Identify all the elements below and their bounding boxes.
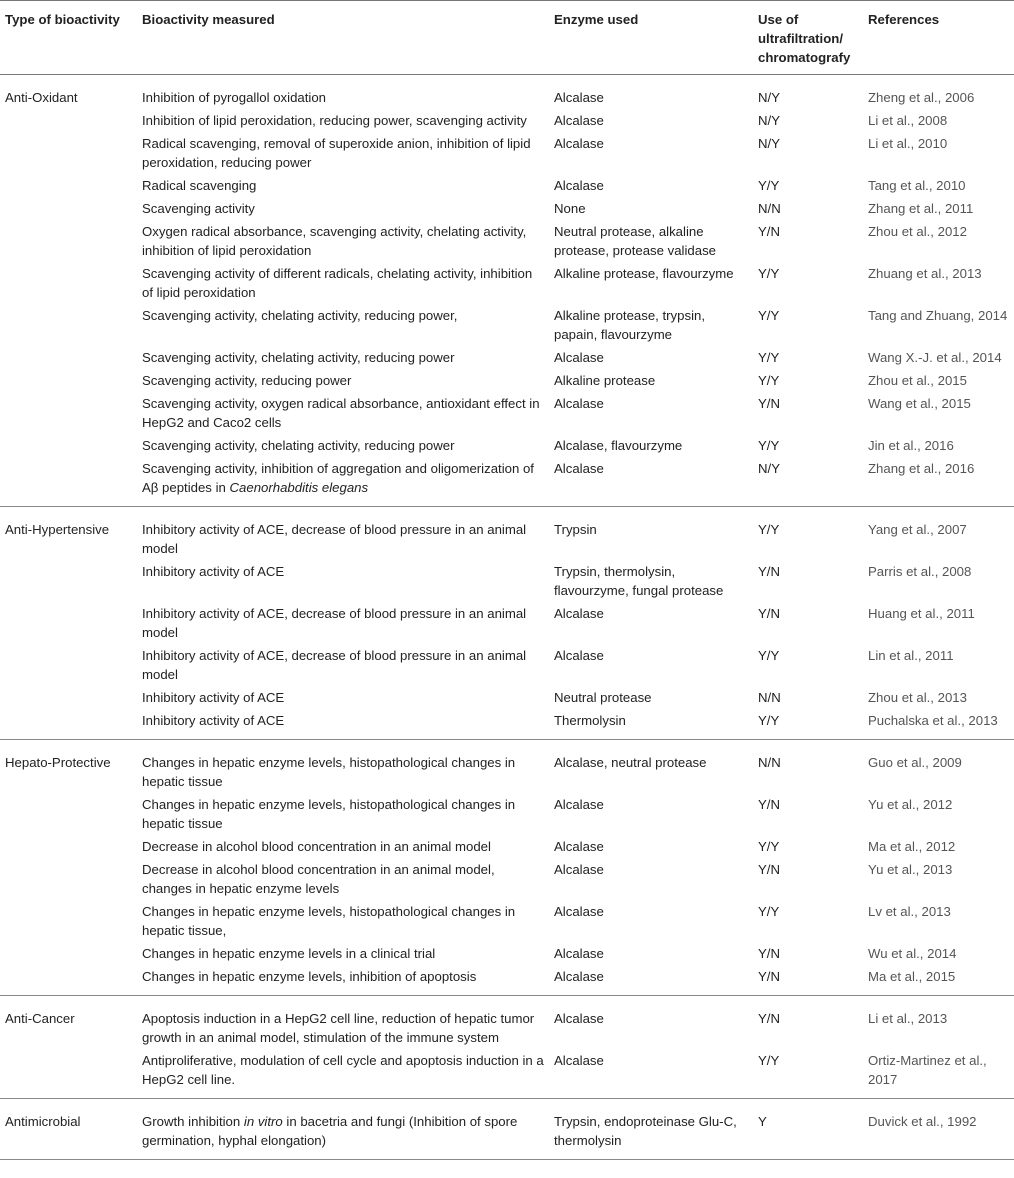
cell-use: Y — [758, 1114, 767, 1129]
cell-enzyme: Alcalase — [554, 90, 604, 105]
cell-use: Y/Y — [758, 373, 780, 388]
bioactivity-text: Growth inhibition — [142, 1114, 241, 1129]
cell-bioactivity — [137, 457, 549, 507]
bioactivity-text: Scavenging activity, chelating activity, reducing power, — [142, 308, 458, 323]
cell-reference: Tang et al., 2010 — [868, 178, 966, 193]
cell-reference: Wang et al., 2015 — [868, 396, 971, 411]
bioactivity-tail-text: in bacetria and fungi (Inhibition of spore germination, hyphal elongation) — [142, 1114, 518, 1148]
cell-use: Y/Y — [758, 522, 780, 537]
cell-type — [0, 457, 137, 507]
bioactivity-text: Scavenging activity — [142, 201, 255, 216]
cell-enzyme: Thermolysin — [554, 713, 626, 728]
bioactivity-text: Changes in hepatic enzyme levels, histopathological changes in hepatic tissue — [142, 797, 516, 831]
cell-type — [0, 644, 137, 686]
cell-use: Y/Y — [758, 904, 780, 919]
cell-reference: Tang and Zhuang, 2014 — [868, 308, 1008, 323]
cell-bioactivity — [137, 942, 549, 965]
cell-type — [0, 220, 137, 262]
cell-use: Y/Y — [758, 350, 780, 365]
cell-bioactivity — [137, 686, 549, 709]
cell-enzyme: Alcalase, neutral protease — [554, 755, 707, 770]
cell-enzyme: Alcalase — [554, 904, 604, 919]
bioactivity-text: Inhibition of pyrogallol oxidation — [142, 90, 327, 105]
cell-bioactivity — [137, 835, 549, 858]
cell-enzyme: Alcalase — [554, 839, 604, 854]
cell-enzyme: Alcalase — [554, 648, 604, 663]
table-row — [0, 560, 1014, 602]
cell-use: N/Y — [758, 90, 780, 105]
cell-use: Y/Y — [758, 713, 780, 728]
cell-type — [0, 197, 137, 220]
cell-reference: Zhou et al., 2012 — [868, 224, 967, 239]
cell-reference: Zhang et al., 2011 — [868, 201, 974, 216]
cell-use: Y/N — [758, 1011, 780, 1026]
cell-bioactivity — [137, 392, 549, 434]
cell-use: Y/Y — [758, 1053, 780, 1068]
cell-type — [0, 858, 137, 900]
cell-enzyme: Alcalase — [554, 461, 604, 476]
cell-use: Y/Y — [758, 178, 780, 193]
table-row — [0, 109, 1014, 132]
cell-type — [0, 602, 137, 644]
table-row — [0, 197, 1014, 220]
cell-bioactivity — [137, 434, 549, 457]
table-row — [0, 644, 1014, 686]
bioactivity-text: Inhibitory activity of ACE — [142, 713, 285, 728]
cell-type — [0, 560, 137, 602]
cell-type — [0, 793, 137, 835]
bioactivity-text: Radical scavenging, removal of superoxide anion, inhibition of lipid peroxidation, reducing power — [142, 136, 531, 170]
cell-type — [0, 900, 137, 942]
bioactivity-text: Scavenging activity, chelating activity, reducing power — [142, 438, 455, 453]
cell-bioactivity — [137, 900, 549, 942]
table-row — [0, 457, 1014, 507]
cell-bioactivity — [137, 644, 549, 686]
cell-type — [0, 304, 137, 346]
cell-use: Y/N — [758, 564, 780, 579]
cell-bioactivity — [137, 1099, 549, 1160]
cell-reference: Guo et al., 2009 — [868, 755, 962, 770]
cell-type — [0, 369, 137, 392]
cell-reference: Zhou et al., 2013 — [868, 690, 967, 705]
cell-enzyme: Alcalase — [554, 797, 604, 812]
cell-reference: Puchalska et al., 2013 — [868, 713, 998, 728]
cell-bioactivity — [137, 132, 549, 174]
bioactivity-text: Apoptosis induction in a HepG2 cell line, reduction of hepatic tumor growth in an animal model, stimulation of the immune system — [142, 1011, 535, 1045]
table-row — [0, 858, 1014, 900]
cell-reference: Ortiz-Martinez et al., 2017 — [868, 1053, 987, 1087]
table-header — [0, 1, 1014, 75]
cell-reference: Zhuang et al., 2013 — [868, 266, 982, 281]
bioactivity-text: Changes in hepatic enzyme levels, histopathological changes in hepatic tissue — [142, 755, 516, 789]
cell-type — [0, 132, 137, 174]
cell-enzyme: Alkaline protease, trypsin, papain, flavourzyme — [554, 308, 705, 342]
cell-reference: Zhou et al., 2015 — [868, 373, 967, 388]
table-row — [0, 602, 1014, 644]
cell-bioactivity — [137, 262, 549, 304]
cell-enzyme: Alkaline protease, flavourzyme — [554, 266, 734, 281]
table-row — [0, 1049, 1014, 1099]
cell-reference: Ma et al., 2015 — [868, 969, 956, 984]
cell-type — [0, 965, 137, 996]
table-row — [0, 75, 1014, 110]
bioactivity-text: Radical scavenging — [142, 178, 257, 193]
cell-type — [0, 434, 137, 457]
cell-enzyme: Alcalase — [554, 606, 604, 621]
cell-type — [0, 942, 137, 965]
cell-reference: Duvick et al., 1992 — [868, 1114, 977, 1129]
cell-reference: Yu et al., 2012 — [868, 797, 953, 812]
bioactivity-text: Scavenging activity, reducing power — [142, 373, 352, 388]
cell-type — [0, 346, 137, 369]
cell-reference: Jin et al., 2016 — [868, 438, 954, 453]
cell-enzyme: Trypsin — [554, 522, 597, 537]
cell-use: Y/Y — [758, 266, 780, 281]
cell-enzyme: Alcalase — [554, 350, 604, 365]
cell-enzyme: Alcalase — [554, 113, 604, 128]
cell-enzyme: Alcalase — [554, 862, 604, 877]
col-header-enzyme: Enzyme used — [554, 12, 639, 27]
cell-bioactivity — [137, 174, 549, 197]
cell-reference: Ma et al., 2012 — [868, 839, 956, 854]
bioactivity-text: Inhibitory activity of ACE, decrease of blood pressure in an animal model — [142, 522, 527, 556]
cell-enzyme: Alcalase — [554, 1053, 604, 1068]
table-row — [0, 392, 1014, 434]
cell-enzyme: Alcalase — [554, 1011, 604, 1026]
table-row — [0, 132, 1014, 174]
table-row — [0, 1099, 1014, 1160]
cell-bioactivity — [137, 602, 549, 644]
cell-enzyme: Alcalase — [554, 136, 604, 151]
cell-bioactivity — [137, 740, 549, 794]
cell-enzyme: None — [554, 201, 586, 216]
table-row — [0, 304, 1014, 346]
cell-reference: Wang X.-J. et al., 2014 — [868, 350, 1002, 365]
cell-use: N/Y — [758, 461, 780, 476]
cell-type — [0, 109, 137, 132]
cell-use: N/N — [758, 755, 781, 770]
table-row — [0, 369, 1014, 392]
table-row — [0, 507, 1014, 561]
cell-bioactivity — [137, 793, 549, 835]
cell-bioactivity — [137, 369, 549, 392]
cell-enzyme: Alcalase, flavourzyme — [554, 438, 683, 453]
col-header-use: Use of ultrafiltration/ chromatografy — [758, 12, 851, 65]
cell-use: Y/Y — [758, 308, 780, 323]
bioactivity-text: Antiproliferative, modulation of cell cycle and apoptosis induction in a HepG2 cell line. — [142, 1053, 544, 1087]
bioactivity-text: Decrease in alcohol blood concentration in an animal model, changes in hepatic enzyme levels — [142, 862, 495, 896]
cell-enzyme: Neutral protease — [554, 690, 652, 705]
cell-use: Y/N — [758, 797, 780, 812]
cell-use: Y/Y — [758, 648, 780, 663]
table-row — [0, 262, 1014, 304]
cell-type — [0, 709, 137, 740]
cell-use: Y/N — [758, 396, 780, 411]
cell-type: Hepato-Protective — [5, 755, 111, 770]
cell-bioactivity — [137, 75, 549, 110]
table-row — [0, 900, 1014, 942]
table-row — [0, 942, 1014, 965]
cell-use: Y/N — [758, 862, 780, 877]
cell-type — [0, 1049, 137, 1099]
cell-reference: Li et al., 2013 — [868, 1011, 948, 1026]
col-header-type: Type of bioactivity — [5, 12, 120, 27]
bioactivity-text: Scavenging activity, chelating activity, reducing power — [142, 350, 455, 365]
cell-reference: Zheng et al., 2006 — [868, 90, 975, 105]
cell-use: Y/N — [758, 946, 780, 961]
cell-enzyme: Alcalase — [554, 946, 604, 961]
cell-bioactivity — [137, 507, 549, 561]
bioactivity-italic-text: in vitro — [243, 1114, 283, 1129]
cell-bioactivity — [137, 220, 549, 262]
bioactivity-text: Changes in hepatic enzyme levels, histopathological changes in hepatic tissue, — [142, 904, 516, 938]
cell-reference: Yang et al., 2007 — [868, 522, 967, 537]
cell-enzyme: Neutral protease, alkaline protease, protease validase — [554, 224, 717, 258]
cell-use: N/N — [758, 201, 781, 216]
bioactivity-text: Scavenging activity, oxygen radical absorbance, antioxidant effect in HepG2 and Caco2 cells — [142, 396, 540, 430]
cell-type: Anti-Oxidant — [5, 90, 78, 105]
cell-type — [0, 262, 137, 304]
cell-bioactivity — [137, 858, 549, 900]
cell-reference: Wu et al., 2014 — [868, 946, 957, 961]
bioactivity-text: Scavenging activity, inhibition of aggregation and oligomerization of Aβ peptides in — [142, 461, 534, 495]
col-header-references: References — [868, 12, 940, 27]
cell-type: Anti-Cancer — [5, 1011, 75, 1026]
cell-reference: Zhang et al., 2016 — [868, 461, 975, 476]
bioactivity-text: Scavenging activity of different radicals, chelating activity, inhibition of lipid peroxidation — [142, 266, 533, 300]
bioactivity-text: Decrease in alcohol blood concentration in an animal model — [142, 839, 491, 854]
cell-type: Anti-Hypertensive — [5, 522, 110, 537]
bioactivity-text: Inhibition of lipid peroxidation, reducing power, scavenging activity — [142, 113, 527, 128]
cell-bioactivity — [137, 965, 549, 996]
cell-reference: Lin et al., 2011 — [868, 648, 954, 663]
bioactivity-text: Changes in hepatic enzyme levels, inhibition of apoptosis — [142, 969, 477, 984]
table-row — [0, 835, 1014, 858]
cell-reference: Li et al., 2008 — [868, 113, 948, 128]
cell-enzyme: Alcalase — [554, 396, 604, 411]
cell-bioactivity — [137, 109, 549, 132]
table-row — [0, 965, 1014, 996]
cell-enzyme: Trypsin, endoproteinase Glu-C, thermolysin — [554, 1114, 737, 1148]
cell-bioactivity — [137, 304, 549, 346]
cell-use: Y/N — [758, 224, 780, 239]
cell-enzyme: Alkaline protease — [554, 373, 656, 388]
cell-enzyme: Trypsin, thermolysin, flavourzyme, fungal protease — [554, 564, 724, 598]
table-row — [0, 346, 1014, 369]
cell-bioactivity — [137, 996, 549, 1050]
cell-type — [0, 686, 137, 709]
table-body — [0, 75, 1014, 1160]
bioactivity-text: Inhibitory activity of ACE, decrease of blood pressure in an animal model — [142, 648, 527, 682]
cell-use: N/N — [758, 690, 781, 705]
cell-bioactivity — [137, 560, 549, 602]
cell-reference: Huang et al., 2011 — [868, 606, 975, 621]
table-row — [0, 996, 1014, 1050]
cell-reference: Lv et al., 2013 — [868, 904, 951, 919]
bioactivity-text: Inhibitory activity of ACE, decrease of blood pressure in an animal model — [142, 606, 527, 640]
cell-bioactivity — [137, 1049, 549, 1099]
cell-use: N/Y — [758, 136, 780, 151]
cell-bioactivity — [137, 197, 549, 220]
table-row — [0, 174, 1014, 197]
table-row — [0, 709, 1014, 740]
cell-type: Antimicrobial — [5, 1114, 81, 1129]
bioactivity-text: Inhibitory activity of ACE — [142, 564, 285, 579]
cell-use: N/Y — [758, 113, 780, 128]
cell-enzyme: Alcalase — [554, 969, 604, 984]
cell-use: Y/N — [758, 606, 780, 621]
bioactivity-text: Oxygen radical absorbance, scavenging activity, chelating activity, inhibition of lipid peroxidation — [142, 224, 527, 258]
bioactivity-text: Inhibitory activity of ACE — [142, 690, 285, 705]
cell-bioactivity — [137, 346, 549, 369]
cell-type — [0, 835, 137, 858]
cell-use: Y/N — [758, 969, 780, 984]
cell-enzyme: Alcalase — [554, 178, 604, 193]
cell-use: Y/Y — [758, 839, 780, 854]
bioactivity-italic-text: Caenorhabditis elegans — [229, 480, 369, 495]
cell-type — [0, 392, 137, 434]
table-row — [0, 686, 1014, 709]
cell-reference: Parris et al., 2008 — [868, 564, 972, 579]
bioactivity-text: Changes in hepatic enzyme levels in a clinical trial — [142, 946, 436, 961]
col-header-bioactivity: Bioactivity measured — [142, 12, 275, 27]
table-row — [0, 434, 1014, 457]
cell-use: Y/Y — [758, 438, 780, 453]
cell-reference: Yu et al., 2013 — [868, 862, 953, 877]
table-row — [0, 740, 1014, 794]
cell-reference: Li et al., 2010 — [868, 136, 948, 151]
cell-bioactivity — [137, 709, 549, 740]
table-row — [0, 220, 1014, 262]
cell-type — [0, 174, 137, 197]
table-row — [0, 793, 1014, 835]
